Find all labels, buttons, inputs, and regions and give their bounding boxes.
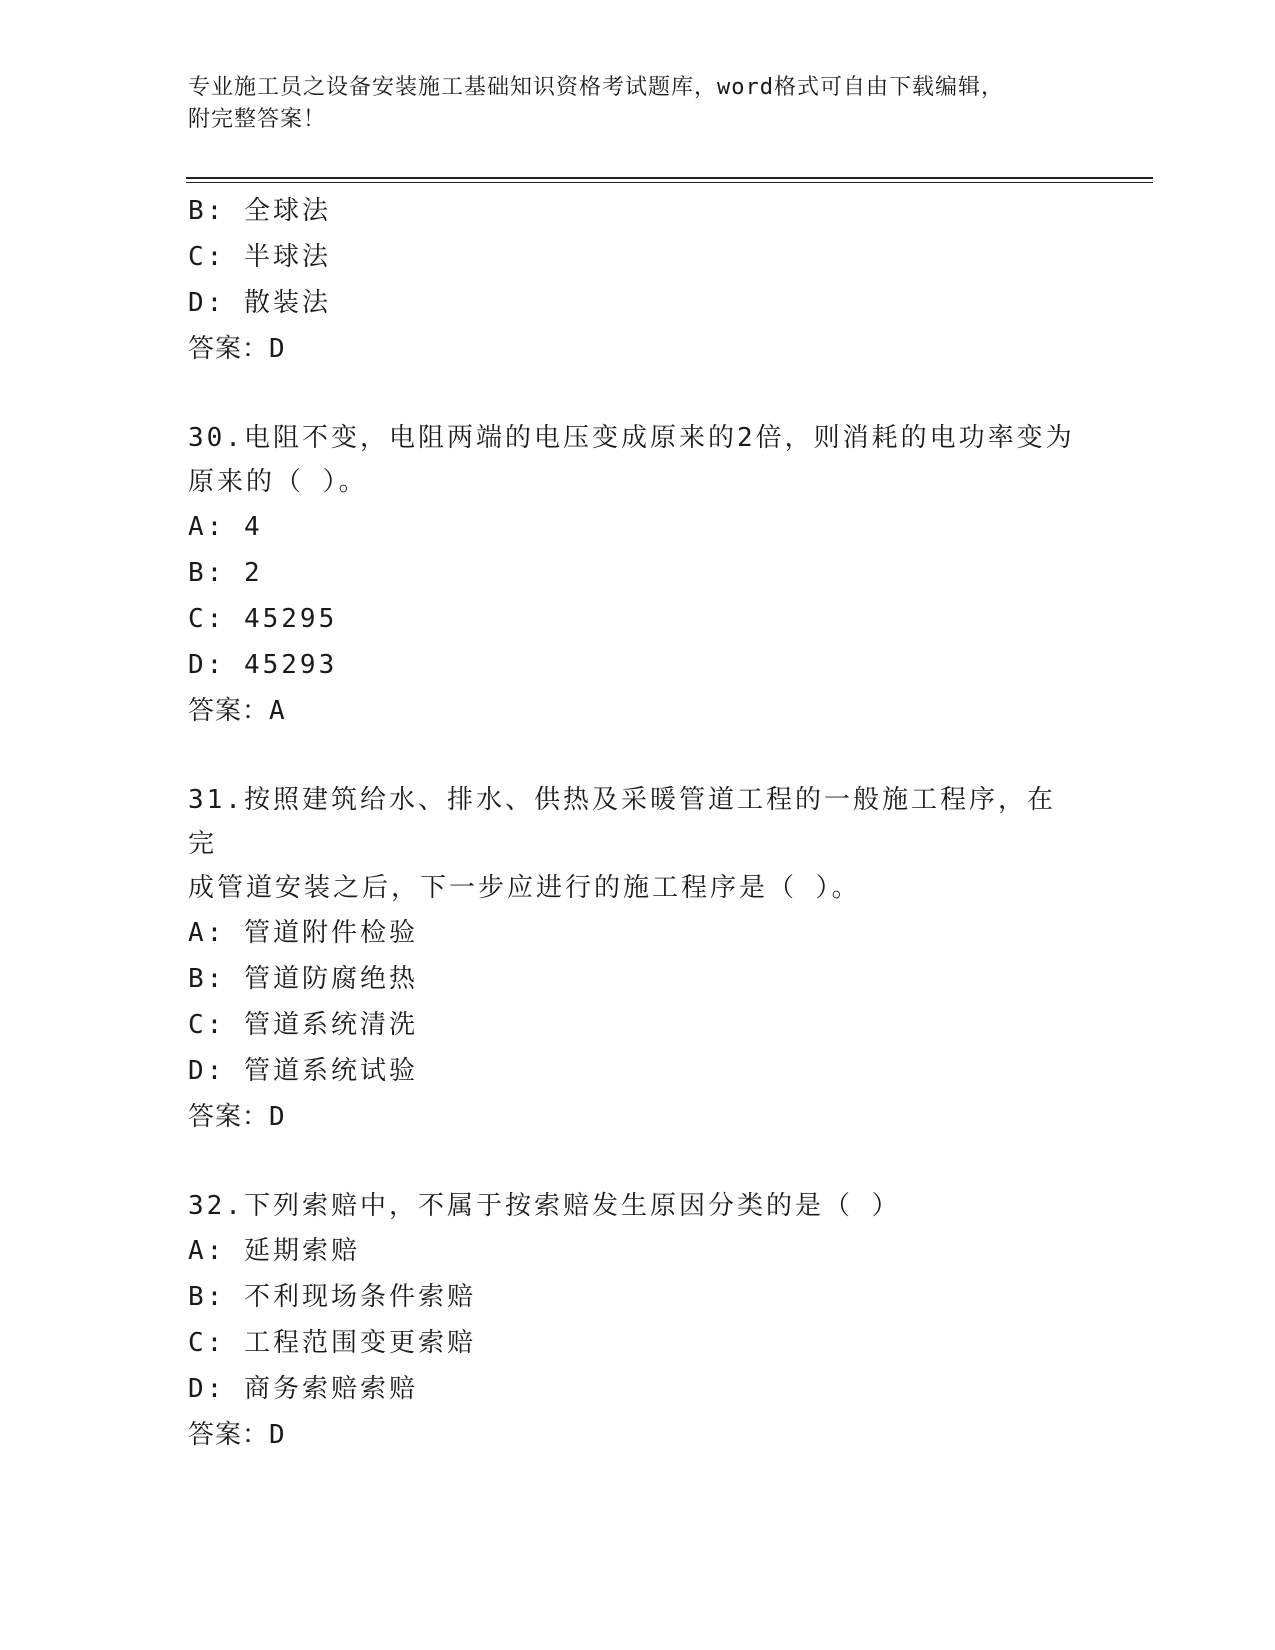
question-block-32: [188, 1184, 1088, 1458]
option-a: A: 管道附件检验: [188, 918, 418, 948]
header-divider: [186, 177, 1153, 179]
question-block-carryover: [188, 188, 1088, 372]
option-c: C: 管道系统清洗: [188, 1010, 418, 1040]
option-d: D: 管道系统试验: [188, 1056, 418, 1086]
question-stem-line-1: 31.按照建筑给水、排水、供热及采暖管道工程的一般施工程序，在完: [188, 785, 1056, 859]
answer-line: 答案：D: [188, 334, 286, 364]
question-block-30: [188, 416, 1088, 734]
document-body: [188, 188, 1088, 1458]
answer-line: 答案：D: [188, 1420, 286, 1450]
question-stem-line-2: 成管道安装之后，下一步应进行的施工程序是（ ）。: [188, 873, 861, 903]
question-block-31: [188, 778, 1088, 1140]
answer-line: 答案：D: [188, 1102, 286, 1132]
option-d: D: 散装法: [188, 288, 331, 318]
option-b: B: 不利现场条件索赔: [188, 1282, 476, 1312]
answer-line: 答案：A: [188, 696, 286, 726]
option-c: C: 半球法: [188, 242, 331, 272]
header-title-line-2: 附完整答案！: [188, 107, 327, 132]
option-b: B: 管道防腐绝热: [188, 964, 418, 994]
header-divider-thin: [186, 182, 1153, 183]
option-a: A: 4: [188, 512, 263, 542]
question-stem-line-1: 32.下列索赔中，不属于按索赔发生原因分类的是（ ）: [188, 1191, 901, 1221]
option-d: D: 商务索赔索赔: [188, 1374, 418, 1404]
question-stem-line-2: 原来的（ ）。: [188, 467, 368, 497]
option-d: D: 45293: [188, 650, 338, 680]
option-b: B: 2: [188, 558, 263, 588]
question-stem-line-1: 30.电阻不变，电阻两端的电压变成原来的2倍，则消耗的电功率变为: [188, 423, 1075, 453]
option-a: A: 延期索赔: [188, 1236, 360, 1266]
question-stem: [188, 1184, 1078, 1228]
document-header: [188, 72, 1068, 136]
option-c: C: 工程范围变更索赔: [188, 1328, 476, 1358]
option-c: C: 45295: [188, 604, 338, 634]
header-title-line-1: 专业施工员之设备安装施工基础知识资格考试题库，word格式可自由下载编辑，: [188, 75, 1004, 100]
question-stem: [188, 778, 1078, 910]
option-b: B: 全球法: [188, 196, 331, 226]
question-stem: [188, 416, 1078, 504]
